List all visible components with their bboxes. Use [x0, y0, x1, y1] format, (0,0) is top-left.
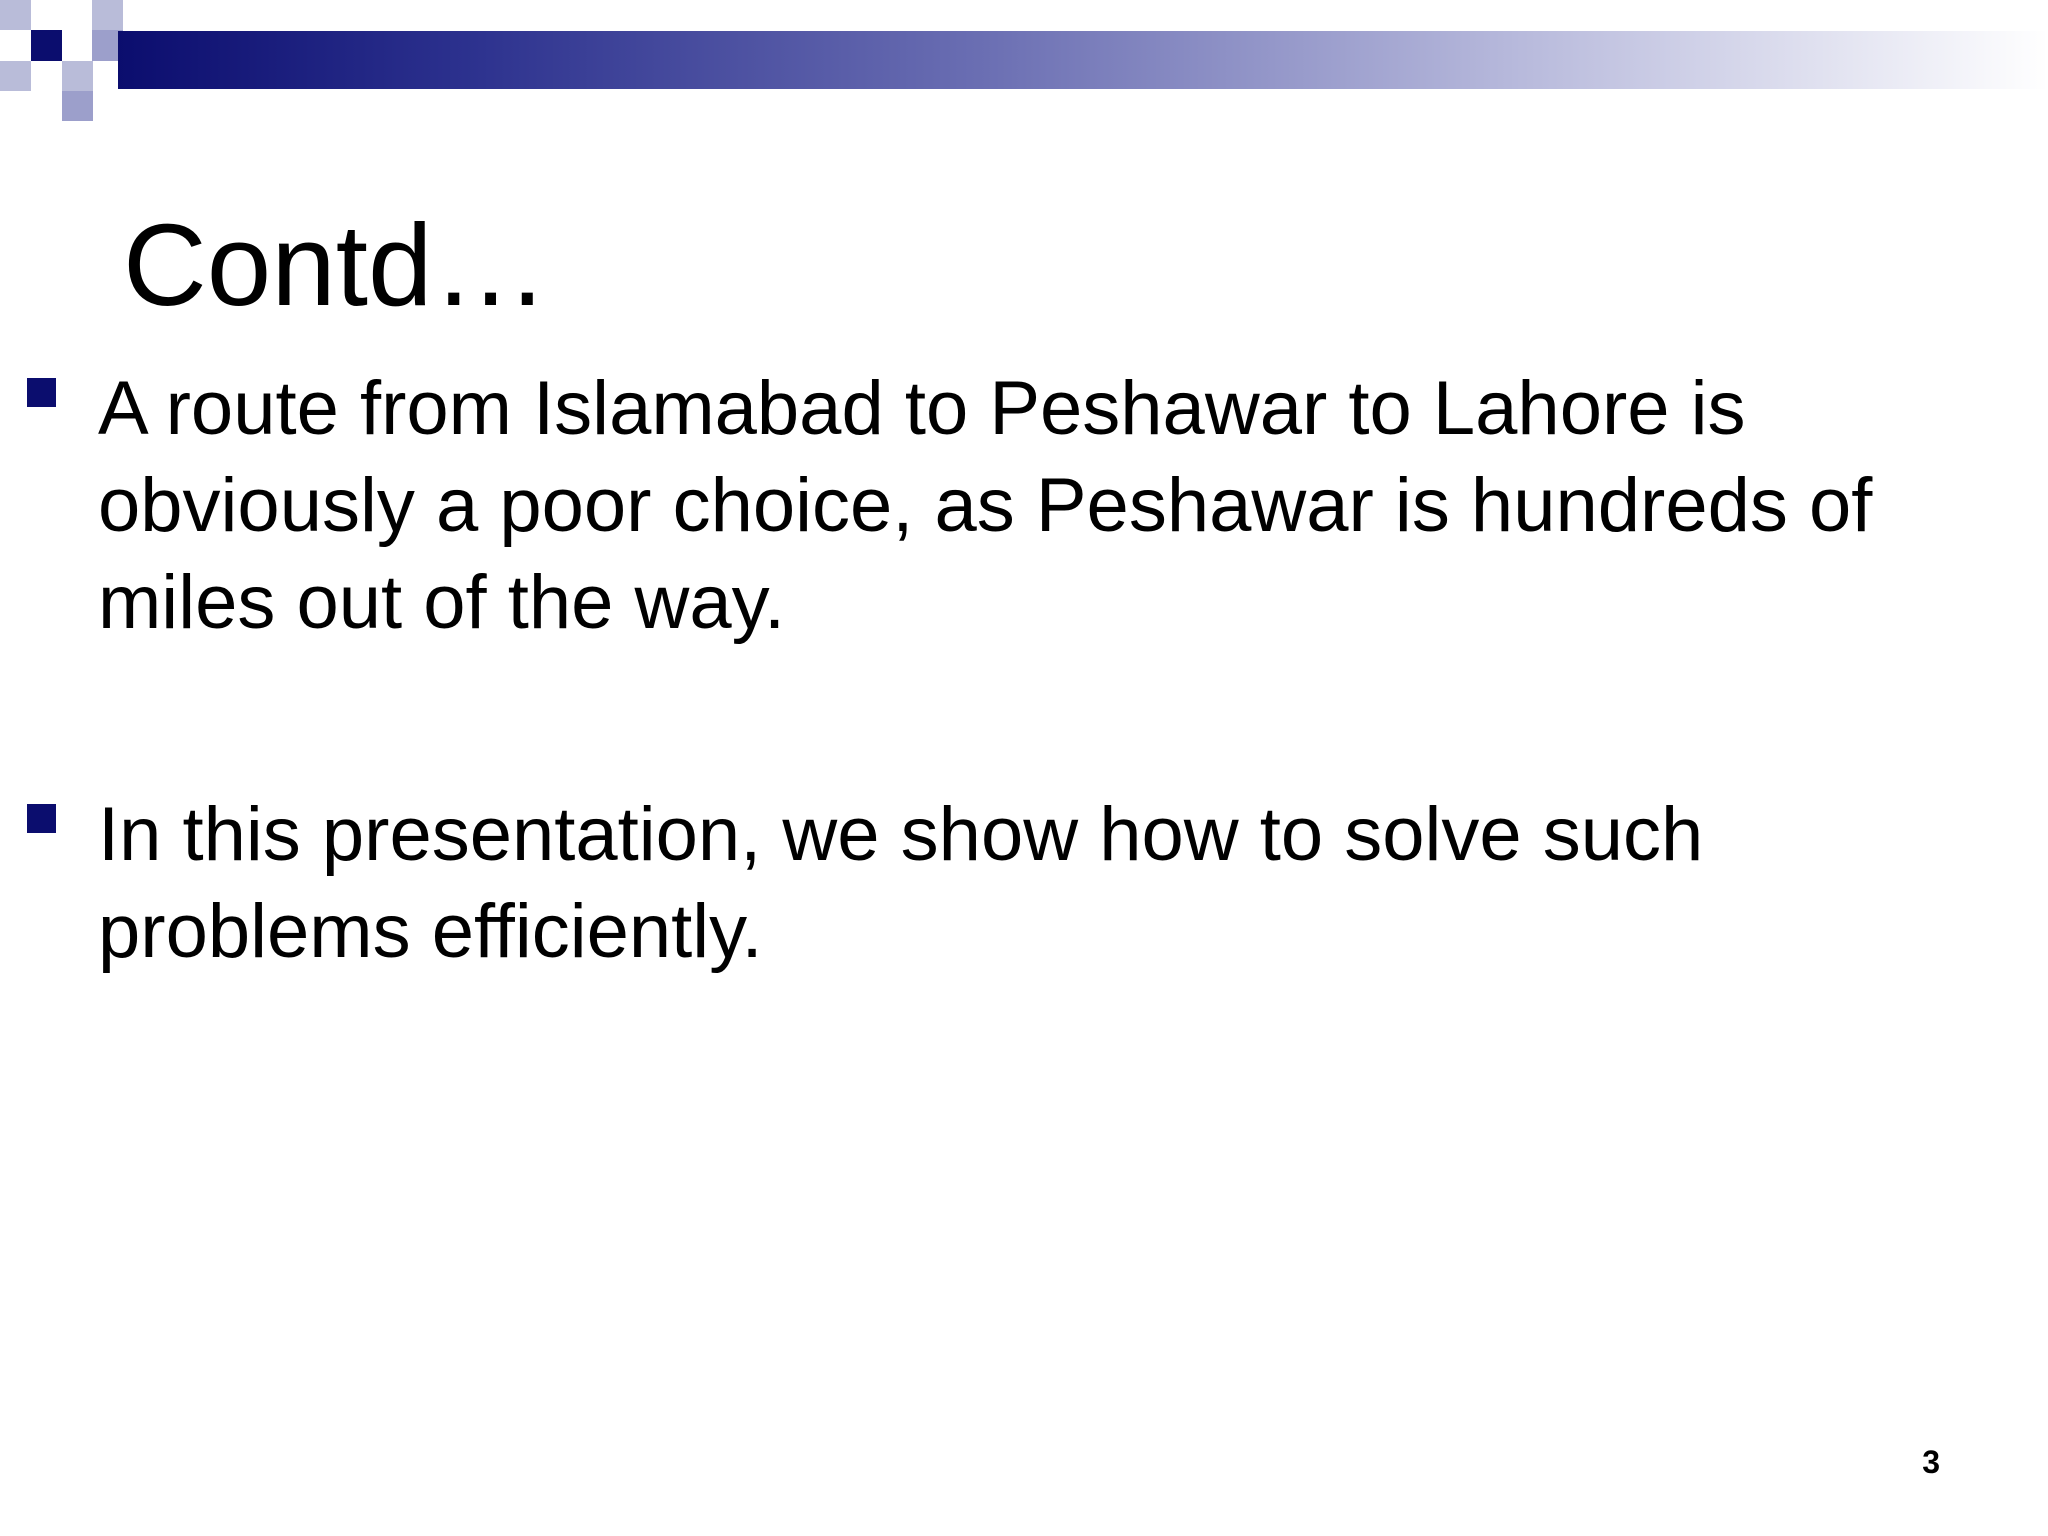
- header-square: [62, 30, 92, 61]
- bullet-text: In this presentation, we show how to solve such problems efficiently.: [98, 792, 1704, 974]
- header-square: [0, 0, 31, 30]
- header-square: [31, 61, 62, 91]
- header-square: [0, 30, 31, 61]
- header-gradient-bar: [118, 31, 2048, 89]
- header-square: [0, 61, 31, 91]
- square-bullet-icon: [27, 804, 56, 833]
- bullet-text: A route from Islamabad to Peshawar to Lahore is obviously a poor choice, as Peshawar is hundreds of miles out of the way.: [98, 366, 1873, 645]
- header-square: [62, 61, 93, 91]
- page-number: 3: [1922, 1444, 1940, 1480]
- square-bullet-icon: [27, 378, 56, 407]
- header-square: [92, 0, 123, 30]
- header-square: [62, 91, 93, 121]
- header-square: [31, 0, 92, 30]
- header-square: [31, 30, 62, 61]
- slide-title: Contd…: [123, 200, 549, 330]
